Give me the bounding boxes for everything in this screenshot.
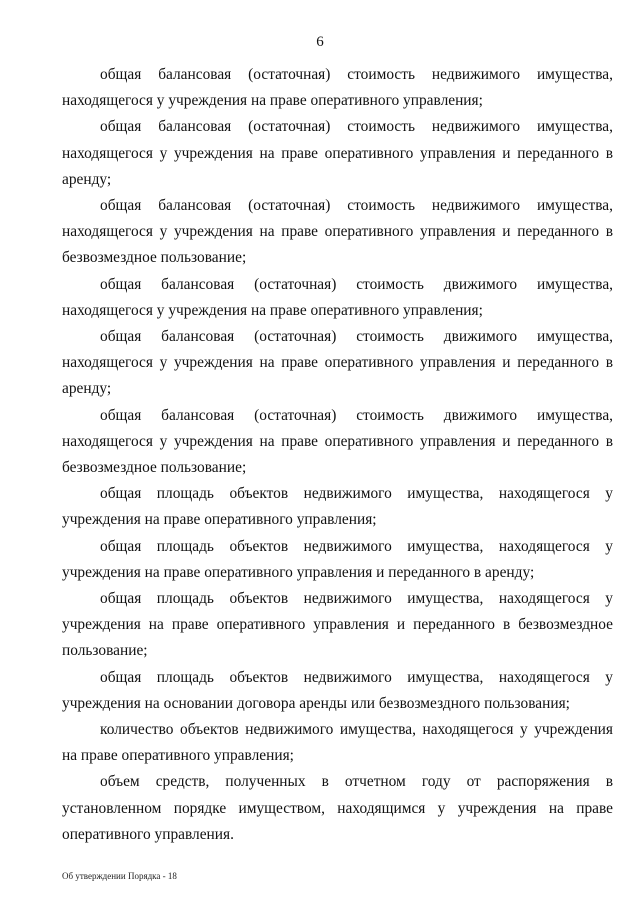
paragraph-3: общая балансовая (остаточная) стоимость недвижимого имущества, находящегося у учреждения на праве оперативного управления и переданного в безвозмездное пользование; bbox=[62, 197, 613, 267]
paragraph-5: общая балансовая (остаточная) стоимость движимого имущества, находящегося у учреждения на праве оперативного управления и переданного в аренду; bbox=[62, 328, 613, 398]
paragraph-1: общая балансовая (остаточная) стоимость недвижимого имущества, находящегося у учреждения на праве оперативного управления; bbox=[62, 66, 613, 110]
paragraph-9: общая площадь объектов недвижимого имущества, находящегося у учреждения на праве оперативного управления и переданного в безвозмездное пользование; bbox=[62, 590, 613, 660]
paragraph-11: количество объектов недвижимого имущества, находящегося у учреждения на праве оперативного управления; bbox=[62, 721, 613, 765]
paragraph-10: общая площадь объектов недвижимого имущества, находящегося у учреждения на основании договора аренды или безвозмездного пользования; bbox=[62, 668, 613, 712]
paragraph-12: объем средств, полученных в отчетном году от распоряжения в установленном порядке имуществом, находящимся у учреждения на праве оперативного управления. bbox=[62, 773, 613, 843]
paragraph-8: общая площадь объектов недвижимого имущества, находящегося у учреждения на праве оперативного управления и переданного в аренду; bbox=[62, 537, 613, 581]
footer-doc-reference: Об утверждении Порядка - 18 bbox=[62, 871, 177, 881]
page-number: 6 bbox=[316, 34, 324, 50]
paragraph-2: общая балансовая (остаточная) стоимость недвижимого имущества, находящегося у учреждения на праве оперативного управления и переданного в аренду; bbox=[62, 118, 613, 188]
paragraph-4: общая балансовая (остаточная) стоимость движимого имущества, находящегося у учреждения на праве оперативного управления; bbox=[62, 275, 613, 319]
document-body bbox=[62, 62, 613, 848]
paragraph-7: общая площадь объектов недвижимого имущества, находящегося у учреждения на праве оперативного управления; bbox=[62, 485, 613, 529]
paragraph-6: общая балансовая (остаточная) стоимость движимого имущества, находящегося у учреждения на праве оперативного управления и переданного в безвозмездное пользование; bbox=[62, 406, 613, 477]
